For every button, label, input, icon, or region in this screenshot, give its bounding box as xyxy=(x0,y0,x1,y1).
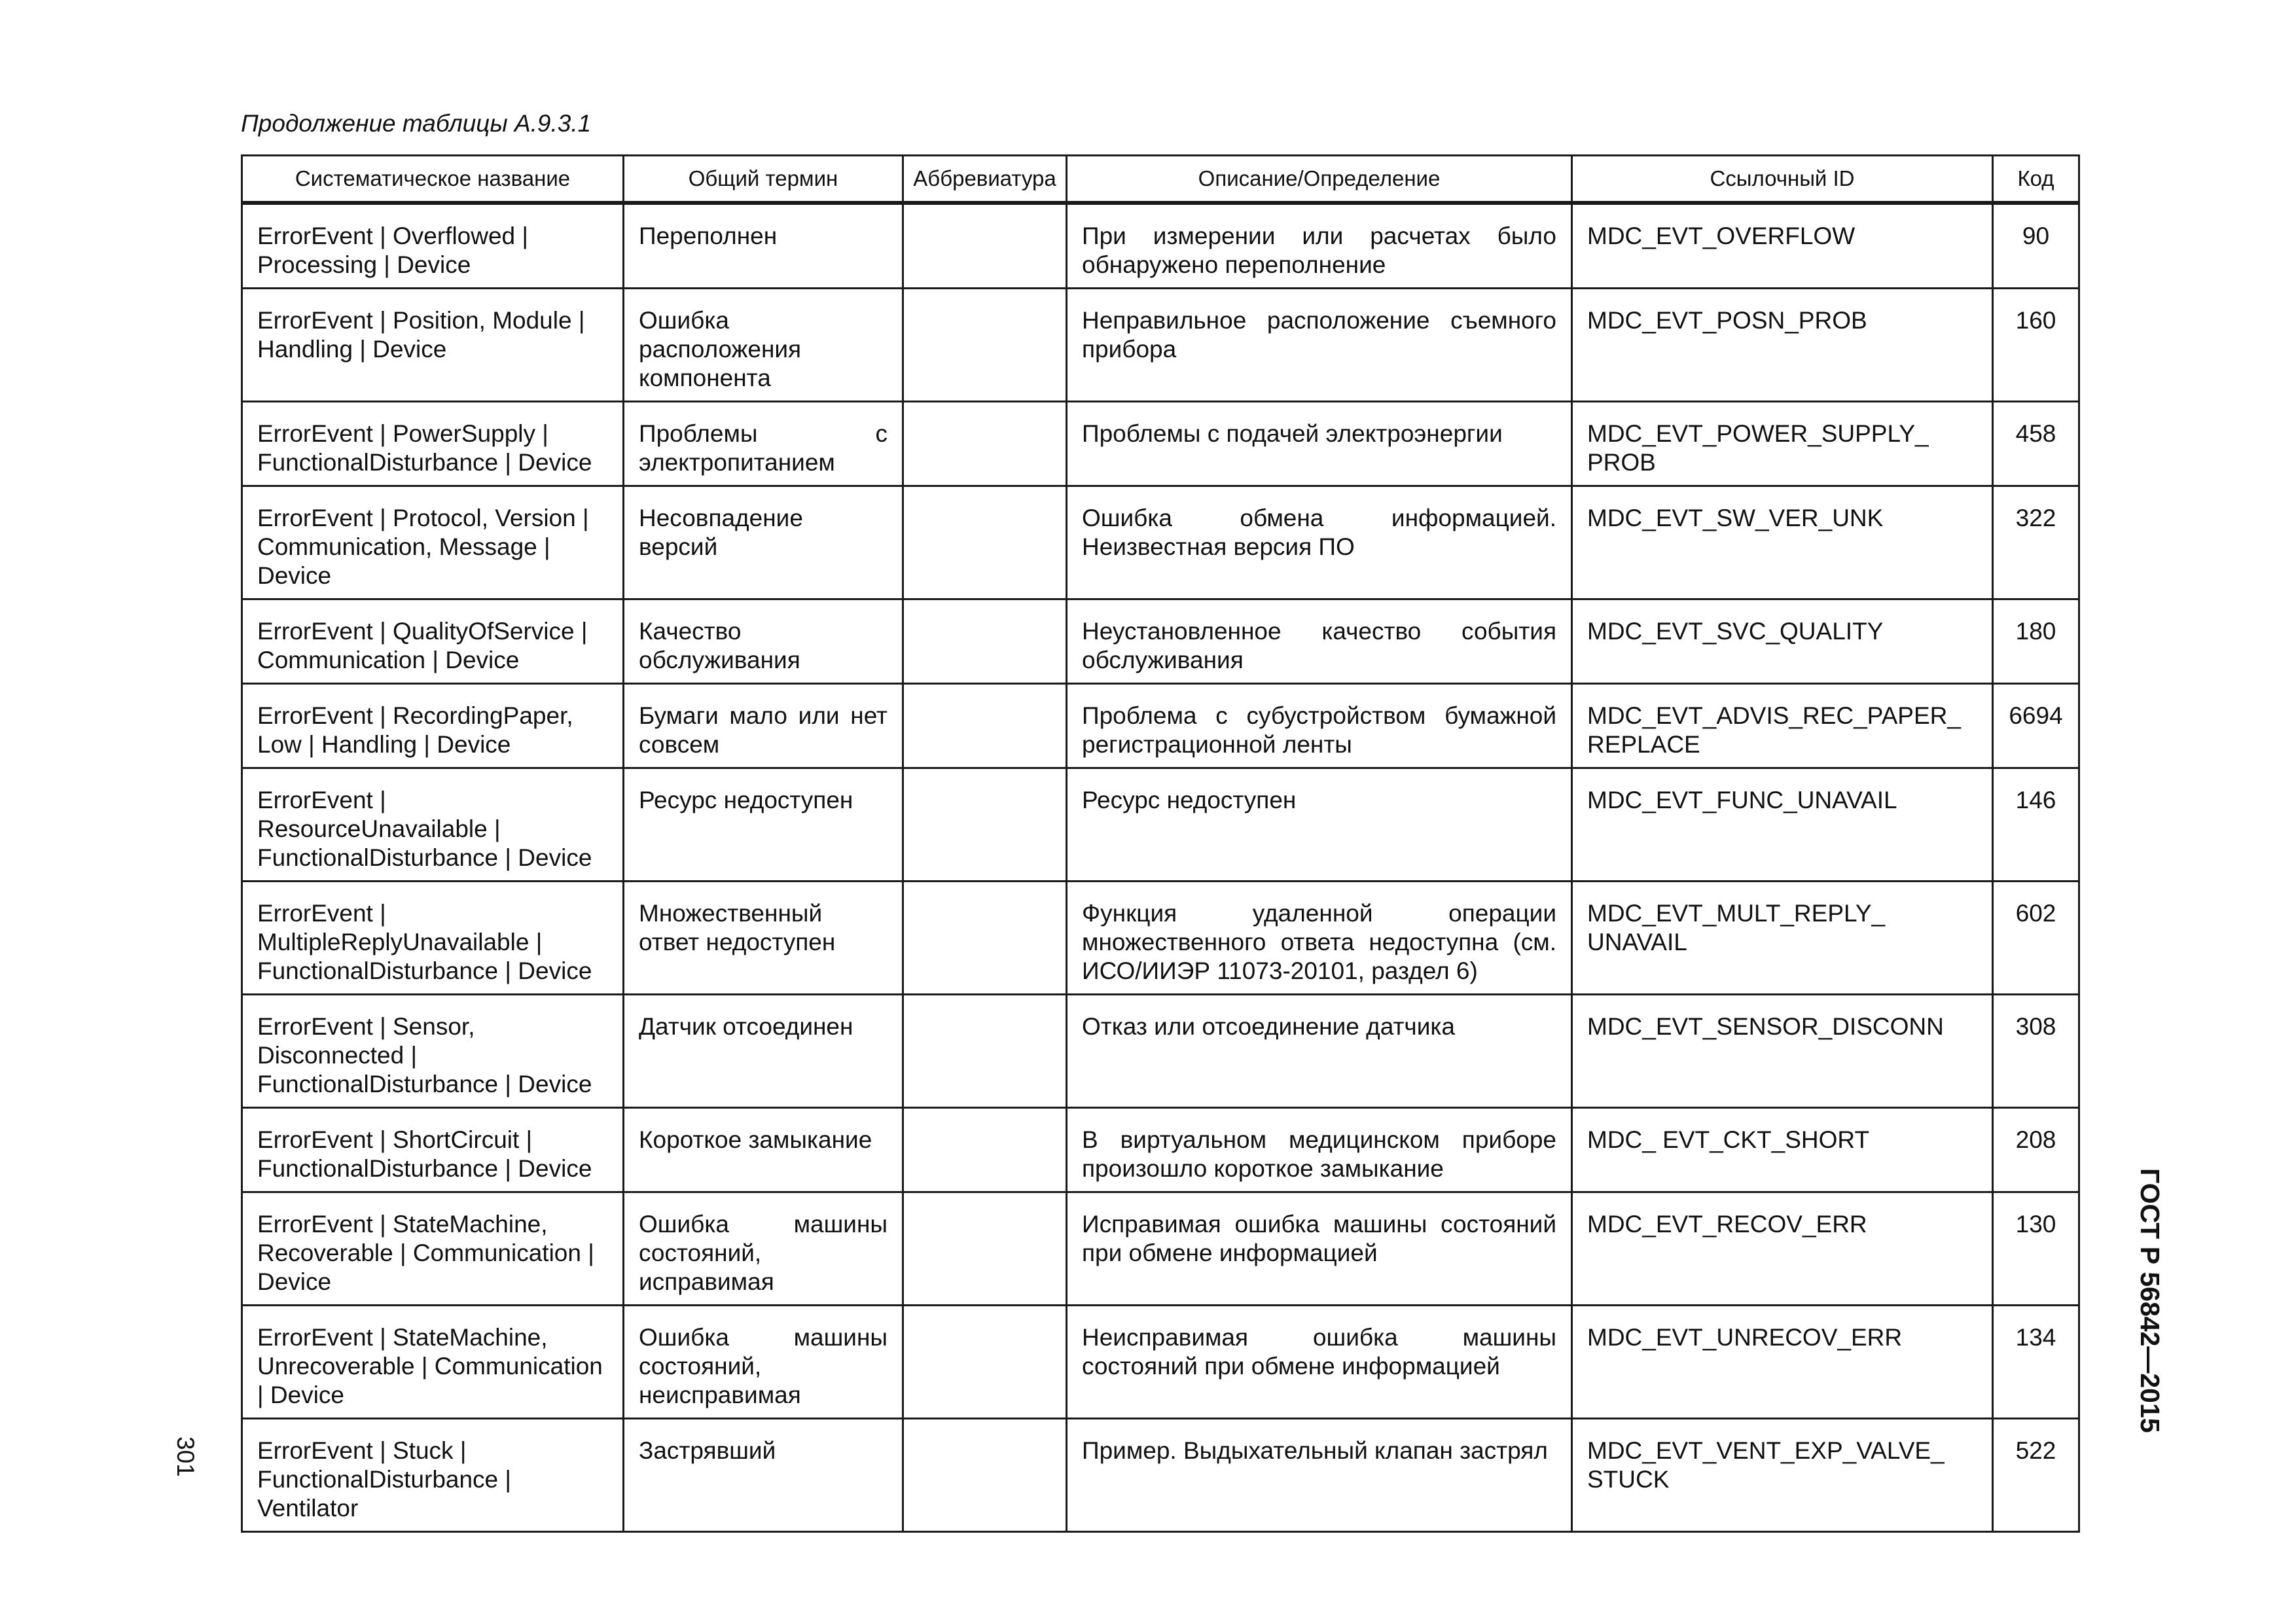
cell-code: 322 xyxy=(1993,486,2079,599)
table-row xyxy=(242,995,2079,1108)
cell-common-term: Бумаги мало или нет совсем xyxy=(624,684,903,768)
header-systematic-name: Систематическое название xyxy=(242,156,624,204)
cell-code: 134 xyxy=(1993,1306,2079,1419)
table-row xyxy=(242,486,2079,599)
cell-description: При измерении или расчетах было обнаружено переполнение xyxy=(1067,203,1572,289)
cell-common-term: Ресурс недоступен xyxy=(624,768,903,882)
cell-reference-id: MDC_EVT_RECOV_ERR xyxy=(1572,1192,1993,1306)
cell-code: 6694 xyxy=(1993,684,2079,768)
table-row xyxy=(242,599,2079,684)
cell-reference-id: MDC_EVT_ADVIS_REC_PAPER_ REPLACE xyxy=(1572,684,1993,768)
cell-code: 90 xyxy=(1993,203,2079,289)
cell-code: 180 xyxy=(1993,599,2079,684)
cell-common-term: Ошибка машины состояний, неисправимая xyxy=(624,1306,903,1419)
header-reference-id: Ссылочный ID xyxy=(1572,156,1993,204)
cell-code: 522 xyxy=(1993,1419,2079,1532)
cell-abbreviation xyxy=(903,995,1067,1108)
page-number: 301 xyxy=(172,1436,199,1477)
table-row xyxy=(242,1192,2079,1306)
cell-description: Неустановленное качество события обслуживания xyxy=(1067,599,1572,684)
cell-code: 146 xyxy=(1993,768,2079,882)
cell-common-term: Качество обслуживания xyxy=(624,599,903,684)
cell-reference-id: MDC_ EVT_CKT_SHORT xyxy=(1572,1108,1993,1192)
cell-common-term: Ошибка расположения компонента xyxy=(624,289,903,402)
cell-description: Функция удаленной операции множественного ответа недоступна (см. ИСО/ИИЭР 11073-20101, раздел 6) xyxy=(1067,882,1572,995)
cell-abbreviation xyxy=(903,203,1067,289)
cell-common-term: Переполнен xyxy=(624,203,903,289)
cell-systematic-name: ErrorEvent | Protocol, Version | Communication, Message | Device xyxy=(242,486,624,599)
cell-code: 208 xyxy=(1993,1108,2079,1192)
cell-reference-id: MDC_EVT_UNRECOV_ERR xyxy=(1572,1306,1993,1419)
cell-reference-id: MDC_EVT_FUNC_UNAVAIL xyxy=(1572,768,1993,882)
table-row xyxy=(242,684,2079,768)
cell-code: 308 xyxy=(1993,995,2079,1108)
cell-code: 160 xyxy=(1993,289,2079,402)
header-code: Код xyxy=(1993,156,2079,204)
cell-description: Проблемы с подачей электроэнергии xyxy=(1067,402,1572,486)
cell-reference-id: MDC_EVT_OVERFLOW xyxy=(1572,203,1993,289)
header-row xyxy=(242,156,2079,204)
table-caption: Продолжение таблицы А.9.3.1 xyxy=(241,110,592,137)
cell-systematic-name: ErrorEvent | Overflowed | Processing | Device xyxy=(242,203,624,289)
table-body xyxy=(242,203,2079,1532)
cell-common-term: Короткое замыкание xyxy=(624,1108,903,1192)
cell-systematic-name: ErrorEvent | StateMachine, Recoverable | Communication | Device xyxy=(242,1192,624,1306)
cell-abbreviation xyxy=(903,1108,1067,1192)
cell-abbreviation xyxy=(903,289,1067,402)
cell-abbreviation xyxy=(903,684,1067,768)
table-header xyxy=(242,156,2079,204)
cell-abbreviation xyxy=(903,599,1067,684)
cell-common-term: Ошибка машины состояний, исправимая xyxy=(624,1192,903,1306)
cell-common-term: Проблемы с электропитанием xyxy=(624,402,903,486)
cell-code: 602 xyxy=(1993,882,2079,995)
cell-abbreviation xyxy=(903,402,1067,486)
cell-description: Проблема с субустройством бумажной регистрационной ленты xyxy=(1067,684,1572,768)
table-row xyxy=(242,402,2079,486)
cell-reference-id: MDC_EVT_POSN_PROB xyxy=(1572,289,1993,402)
header-common-term: Общий термин xyxy=(624,156,903,204)
standard-designation: ГОСТ Р 56842—2015 xyxy=(2135,1168,2165,1433)
cell-systematic-name: ErrorEvent | Stuck | FunctionalDisturbance | Ventilator xyxy=(242,1419,624,1532)
header-abbreviation: Аббревиатура xyxy=(903,156,1067,204)
cell-common-term: Застрявший xyxy=(624,1419,903,1532)
table-row xyxy=(242,289,2079,402)
cell-code: 458 xyxy=(1993,402,2079,486)
cell-reference-id: MDC_EVT_VENT_EXP_VALVE_ STUCK xyxy=(1572,1419,1993,1532)
cell-common-term: Несовпадение версий xyxy=(624,486,903,599)
cell-common-term: Множественный ответ недоступен xyxy=(624,882,903,995)
cell-reference-id: MDC_EVT_SENSOR_DISCONN xyxy=(1572,995,1993,1108)
table-row xyxy=(242,1306,2079,1419)
table-row xyxy=(242,768,2079,882)
cell-description: В виртуальном медицинском приборе произошло короткое замыкание xyxy=(1067,1108,1572,1192)
cell-abbreviation xyxy=(903,1192,1067,1306)
cell-abbreviation xyxy=(903,768,1067,882)
cell-abbreviation xyxy=(903,1419,1067,1532)
table-row xyxy=(242,203,2079,289)
cell-description: Неисправимая ошибка машины состояний при обмене информацией xyxy=(1067,1306,1572,1419)
cell-abbreviation xyxy=(903,1306,1067,1419)
table-row xyxy=(242,1419,2079,1532)
cell-common-term: Датчик отсоединен xyxy=(624,995,903,1108)
cell-reference-id: MDC_EVT_POWER_SUPPLY_ PROB xyxy=(1572,402,1993,486)
cell-systematic-name: ErrorEvent | Position, Module | Handling | Device xyxy=(242,289,624,402)
cell-systematic-name: ErrorEvent | MultipleReplyUnavailable | FunctionalDisturbance | Device xyxy=(242,882,624,995)
cell-reference-id: MDC_EVT_SVC_QUALITY xyxy=(1572,599,1993,684)
cell-systematic-name: ErrorEvent | RecordingPaper, Low | Handling | Device xyxy=(242,684,624,768)
error-events-table xyxy=(241,154,2080,1533)
cell-systematic-name: ErrorEvent | Sensor, Disconnected | FunctionalDisturbance | Device xyxy=(242,995,624,1108)
cell-description: Ресурс недоступен xyxy=(1067,768,1572,882)
cell-reference-id: MDC_EVT_MULT_REPLY_ UNAVAIL xyxy=(1572,882,1993,995)
cell-systematic-name: ErrorEvent | ResourceUnavailable | FunctionalDisturbance | Device xyxy=(242,768,624,882)
cell-code: 130 xyxy=(1993,1192,2079,1306)
cell-systematic-name: ErrorEvent | QualityOfService | Communication | Device xyxy=(242,599,624,684)
table-row xyxy=(242,1108,2079,1192)
cell-reference-id: MDC_EVT_SW_VER_UNK xyxy=(1572,486,1993,599)
cell-abbreviation xyxy=(903,882,1067,995)
cell-description: Пример. Выдыхательный клапан застрял xyxy=(1067,1419,1572,1532)
cell-systematic-name: ErrorEvent | PowerSupply | FunctionalDisturbance | Device xyxy=(242,402,624,486)
header-description: Описание/Определение xyxy=(1067,156,1572,204)
cell-description: Ошибка обмена информацией. Неизвестная версия ПО xyxy=(1067,486,1572,599)
cell-systematic-name: ErrorEvent | StateMachine, Unrecoverable | Communication | Device xyxy=(242,1306,624,1419)
cell-description: Отказ или отсоединение датчика xyxy=(1067,995,1572,1108)
table-row xyxy=(242,882,2079,995)
cell-systematic-name: ErrorEvent | ShortCircuit | FunctionalDisturbance | Device xyxy=(242,1108,624,1192)
cell-description: Исправимая ошибка машины состояний при обмене информацией xyxy=(1067,1192,1572,1306)
cell-abbreviation xyxy=(903,486,1067,599)
cell-description: Неправильное расположение съемного прибора xyxy=(1067,289,1572,402)
